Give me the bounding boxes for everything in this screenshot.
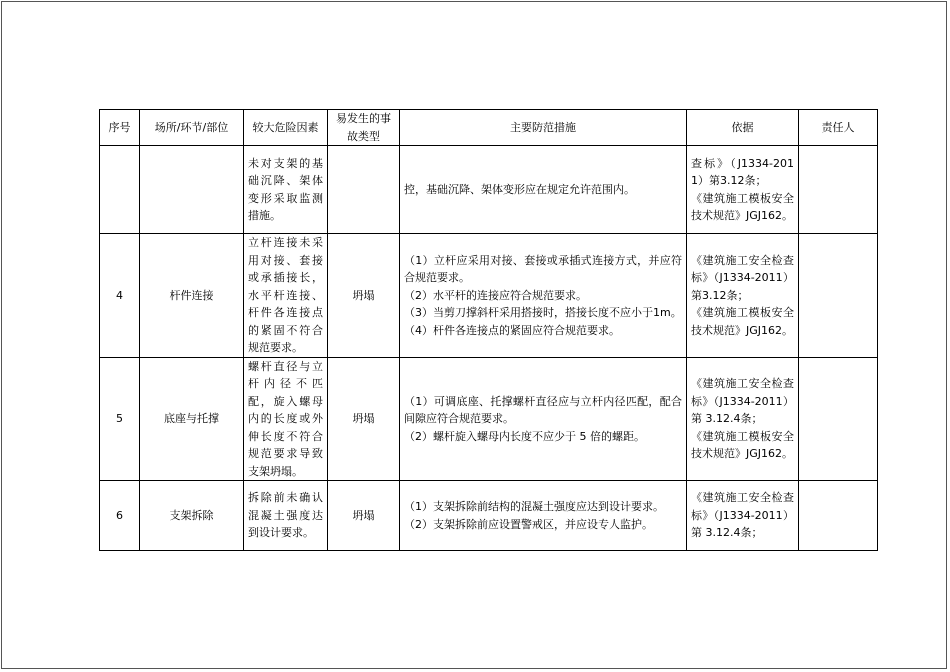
header-basis: 依据 [687, 110, 799, 146]
cell-no: 5 [100, 357, 140, 481]
measure-item: （2）水平杆的连接应符合规范要求。 [404, 288, 587, 302]
header-hazard: 较大危险因素 [244, 110, 328, 146]
header-owner: 责任人 [799, 110, 878, 146]
measure-item: （2）螺杆旋入螺母内长度不应少于 5 倍的螺距。 [404, 429, 645, 443]
cell-basis [687, 146, 799, 234]
cell-accident-type: 坍塌 [328, 357, 400, 481]
measure-item: （4）杆件各连接点的紧固应符合规范要求。 [404, 323, 620, 337]
hazard-table [99, 109, 878, 551]
cell-accident-type: 坍塌 [328, 481, 400, 551]
cell-hazard: 立杆连接未采用对接、套接或承插接长，水平杆连接、杆件各连接点的紧固不符合规范要求。 [244, 234, 328, 358]
cell-no: 6 [100, 481, 140, 551]
cell-place: 杆件连接 [140, 234, 244, 358]
measure-item: （2）支架拆除前应设置警戒区，并应设专人监护。 [404, 517, 653, 531]
table-row [100, 357, 878, 481]
document-page [1, 1, 947, 669]
basis-item: 《建筑施工模板安全技术规范》JGJ162。 [691, 429, 794, 460]
table-row [100, 146, 878, 234]
basis-item: 《建筑施工模板安全技术规范》JGJ162。 [691, 306, 794, 337]
basis-item: 《建筑施工模板安全技术规范》JGJ162。 [691, 191, 794, 222]
measure-item: （1）立杆应采用对接、套接或承插式连接方式，并应符合规范要求。 [404, 253, 682, 284]
basis-item: 《建筑施工安全检查标》（J1334-2011）第 3.12.4条； [691, 377, 794, 425]
cell-hazard: 拆除前未确认混凝土强度达到设计要求。 [244, 481, 328, 551]
basis-item: 《建筑施工安全检查标》（J1334-2011）第3.12条； [691, 253, 794, 302]
cell-hazard: 未对支架的基础沉降、架体变形采取监测措施。 [244, 146, 328, 234]
cell-hazard: 螺杆直径与立杆内径不匹配，旋入螺母内的长度或外伸长度不符合规范要求导致支架坍塌。 [244, 357, 328, 481]
cell-basis [687, 481, 799, 551]
table-row [100, 481, 878, 551]
header-accident-type: 易发生的事故类型 [328, 110, 400, 146]
table-row [100, 234, 878, 358]
cell-measures [400, 146, 687, 234]
cell-place [140, 146, 244, 234]
measure-item: （1）支架拆除前结构的混凝土强度应达到设计要求。 [404, 500, 664, 513]
cell-measures [400, 234, 687, 358]
measure-item: 控，基础沉降、架体变形应在规定允许范围内。 [404, 182, 635, 196]
cell-measures [400, 481, 687, 551]
header-measures: 主要防范措施 [400, 110, 687, 146]
table-header-row [100, 110, 878, 146]
cell-accident-type: 坍塌 [328, 234, 400, 358]
cell-basis [687, 234, 799, 358]
basis-item: 查标》（J1334-2011）第3.12条； [691, 156, 794, 187]
cell-owner [799, 481, 878, 551]
cell-owner [799, 234, 878, 358]
measure-item: （1）可调底座、托撑螺杆直径应与立杆内径匹配，配合间隙应符合规范要求。 [404, 394, 682, 425]
cell-accident-type [328, 146, 400, 234]
cell-measures [400, 357, 687, 481]
cell-basis [687, 357, 799, 481]
cell-owner [799, 357, 878, 481]
cell-place: 底座与托撑 [140, 357, 244, 481]
cell-owner [799, 146, 878, 234]
measure-item: （3）当剪刀撑斜杆采用搭接时，搭接长度不应小于1m。 [404, 306, 682, 319]
cell-place: 支架拆除 [140, 481, 244, 551]
basis-item: 《建筑施工安全检查标》（J1334-2011）第 3.12.4条； [691, 491, 794, 540]
header-no: 序号 [100, 110, 140, 146]
header-place: 场所/环节/部位 [140, 110, 244, 146]
cell-no [100, 146, 140, 234]
cell-no: 4 [100, 234, 140, 358]
